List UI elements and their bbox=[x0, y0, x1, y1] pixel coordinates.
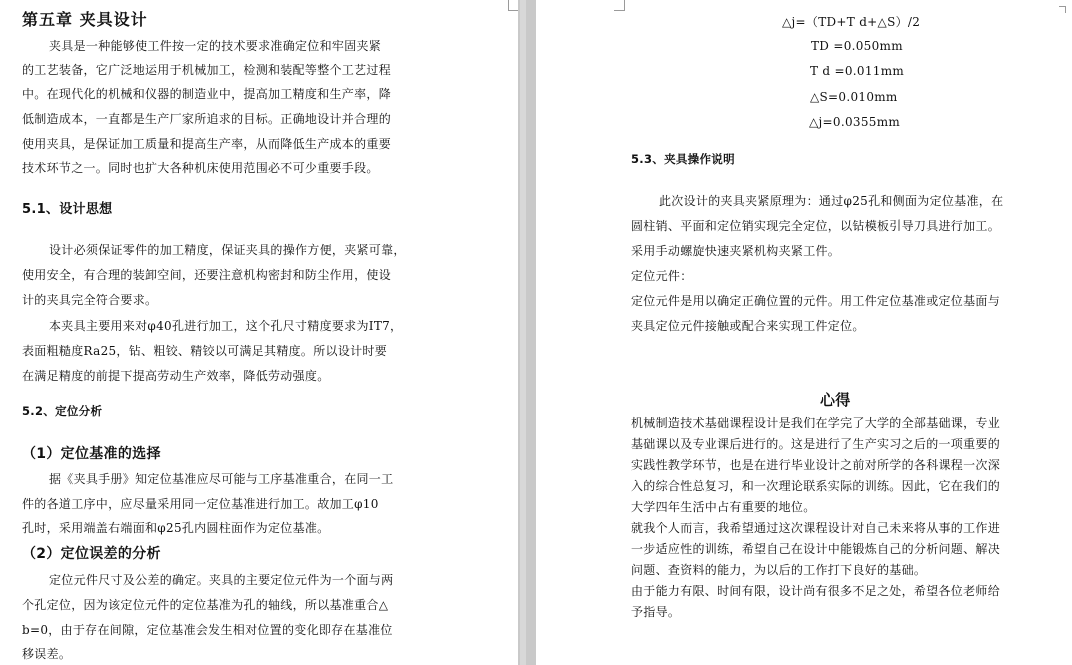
subsection-heading: （1）定位基准的选择 bbox=[22, 446, 161, 462]
section-heading: 5.3、夹具操作说明 bbox=[631, 152, 735, 166]
page-gap-shadow bbox=[520, 0, 526, 665]
body-line: b=0，由于存在间隙，定位基准会发生相对位置的变化即存在基准位 bbox=[22, 623, 393, 637]
body-line: 技术环节之一。同时也扩大各种机床使用范围必不可少重要手段。 bbox=[22, 161, 379, 175]
margin-corner-mark bbox=[1059, 6, 1066, 13]
body-line: 问题、查资料的能力，为以后的工作打下良好的基础。 bbox=[631, 563, 927, 577]
formula-line: △S=0.010mm bbox=[810, 90, 898, 104]
body-line: 基础课以及专业课后进行的。这是进行了生产实习之后的一项重要的 bbox=[631, 437, 1001, 451]
body-line: 本夹具主要用来对φ40孔进行加工，这个孔尺寸精度要求为IT7， bbox=[49, 319, 403, 333]
body-line: 予指导。 bbox=[631, 605, 681, 619]
body-line: 移误差。 bbox=[22, 647, 72, 661]
body-line: 在满足精度的前提下提高劳动生产效率，降低劳动强度。 bbox=[22, 369, 330, 383]
body-line: 个孔定位，因为该定位元件的定位基准为孔的轴线，所以基准重合△ bbox=[22, 598, 389, 612]
formula-line: △j=（TD+T d+△S）/2 bbox=[782, 15, 921, 29]
formula-line: △j=0.0355mm bbox=[809, 115, 901, 129]
body-line: 实践性教学环节，也是在进行毕业设计之前对所学的各科课程一次深 bbox=[631, 458, 1001, 472]
body-line: 低制造成本，一直都是生产厂家所追求的目标。正确地设计并合理的 bbox=[22, 112, 392, 126]
margin-corner-mark bbox=[614, 0, 625, 11]
body-line: 圆柱销、平面和定位销实现完全定位，以钻模板引导刀具进行加工。 bbox=[631, 219, 1001, 233]
subsection-heading: （2）定位误差的分析 bbox=[22, 546, 161, 562]
body-line: 机械制造技术基础课程设计是我们在学完了大学的全部基础课，专业 bbox=[631, 416, 1001, 430]
body-line: 入的综合性总复习，和一次理论联系实际的训练。因此，它在我们的 bbox=[631, 479, 1001, 493]
section-title-reflection: 心得 bbox=[820, 391, 851, 409]
body-line: 定位元件是用以确定正确位置的元件。用工件定位基准或定位基面与 bbox=[631, 294, 1001, 308]
document-page-left bbox=[0, 0, 518, 665]
section-heading: 5.1、设计思想 bbox=[22, 202, 113, 217]
body-line: 定位元件尺寸及公差的确定。夹具的主要定位元件为一个面与两 bbox=[49, 573, 394, 587]
body-line: 由于能力有限、时间有限，设计尚有很多不足之处，希望各位老师给 bbox=[631, 584, 1001, 598]
body-line: 使用夹具，是保证加工质量和提高生产率，从而降低生产成本的重要 bbox=[22, 137, 392, 151]
body-line: 定位元件： bbox=[631, 269, 693, 283]
body-line: 此次设计的夹具夹紧原理为：通过φ25孔和侧面为定位基准，在 bbox=[659, 194, 1004, 208]
body-line: 夹具定位元件接触或配合来实现工件定位。 bbox=[631, 319, 865, 333]
chapter-title: 第五章 夹具设计 bbox=[22, 10, 148, 29]
formula-line: TD =0.050mm bbox=[811, 39, 903, 53]
body-line: 件的各道工序中，应尽量采用同一定位基准进行加工。故加工φ10 bbox=[22, 497, 379, 511]
body-line: 中。在现代化的机械和仪器的制造业中，提高加工精度和生产率，降 bbox=[22, 87, 392, 101]
section-heading: 5.2、定位分析 bbox=[22, 404, 103, 418]
margin-corner-mark bbox=[508, 0, 518, 11]
body-line: 一步适应性的训练，希望自己在设计中能锻炼自己的分析问题、解决 bbox=[631, 542, 1001, 556]
document-page-right bbox=[536, 0, 1072, 665]
body-line: 大学四年生活中占有重要的地位。 bbox=[631, 500, 816, 514]
body-line: 设计必须保证零件的加工精度，保证夹具的操作方便，夹紧可靠， bbox=[49, 243, 406, 257]
body-line: 的工艺装备，它广泛地运用于机械加工，检测和装配等整个工艺过程 bbox=[22, 63, 392, 77]
body-line: 据《夹具手册》知定位基准应尽可能与工序基准重合，在同一工 bbox=[49, 472, 394, 486]
body-line: 使用安全，有合理的装卸空间，还要注意机构密封和防尘作用，使设 bbox=[22, 268, 392, 282]
body-line: 就我个人而言，我希望通过这次课程设计对自己未来将从事的工作进 bbox=[631, 521, 1001, 535]
body-line: 夹具是一种能够使工件按一定的技术要求准确定位和牢固夹紧 bbox=[49, 39, 382, 53]
body-line: 采用手动螺旋快速夹紧机构夹紧工件。 bbox=[631, 244, 841, 258]
body-line: 计的夹具完全符合要求。 bbox=[22, 293, 158, 307]
body-line: 表面粗糙度Ra25，钻、粗铰、精铰以可满足其精度。所以设计时要 bbox=[22, 344, 388, 358]
body-line: 孔时，采用端盖右端面和φ25孔内圆柱面作为定位基准。 bbox=[22, 521, 330, 535]
formula-line: T d =0.011mm bbox=[810, 64, 905, 78]
